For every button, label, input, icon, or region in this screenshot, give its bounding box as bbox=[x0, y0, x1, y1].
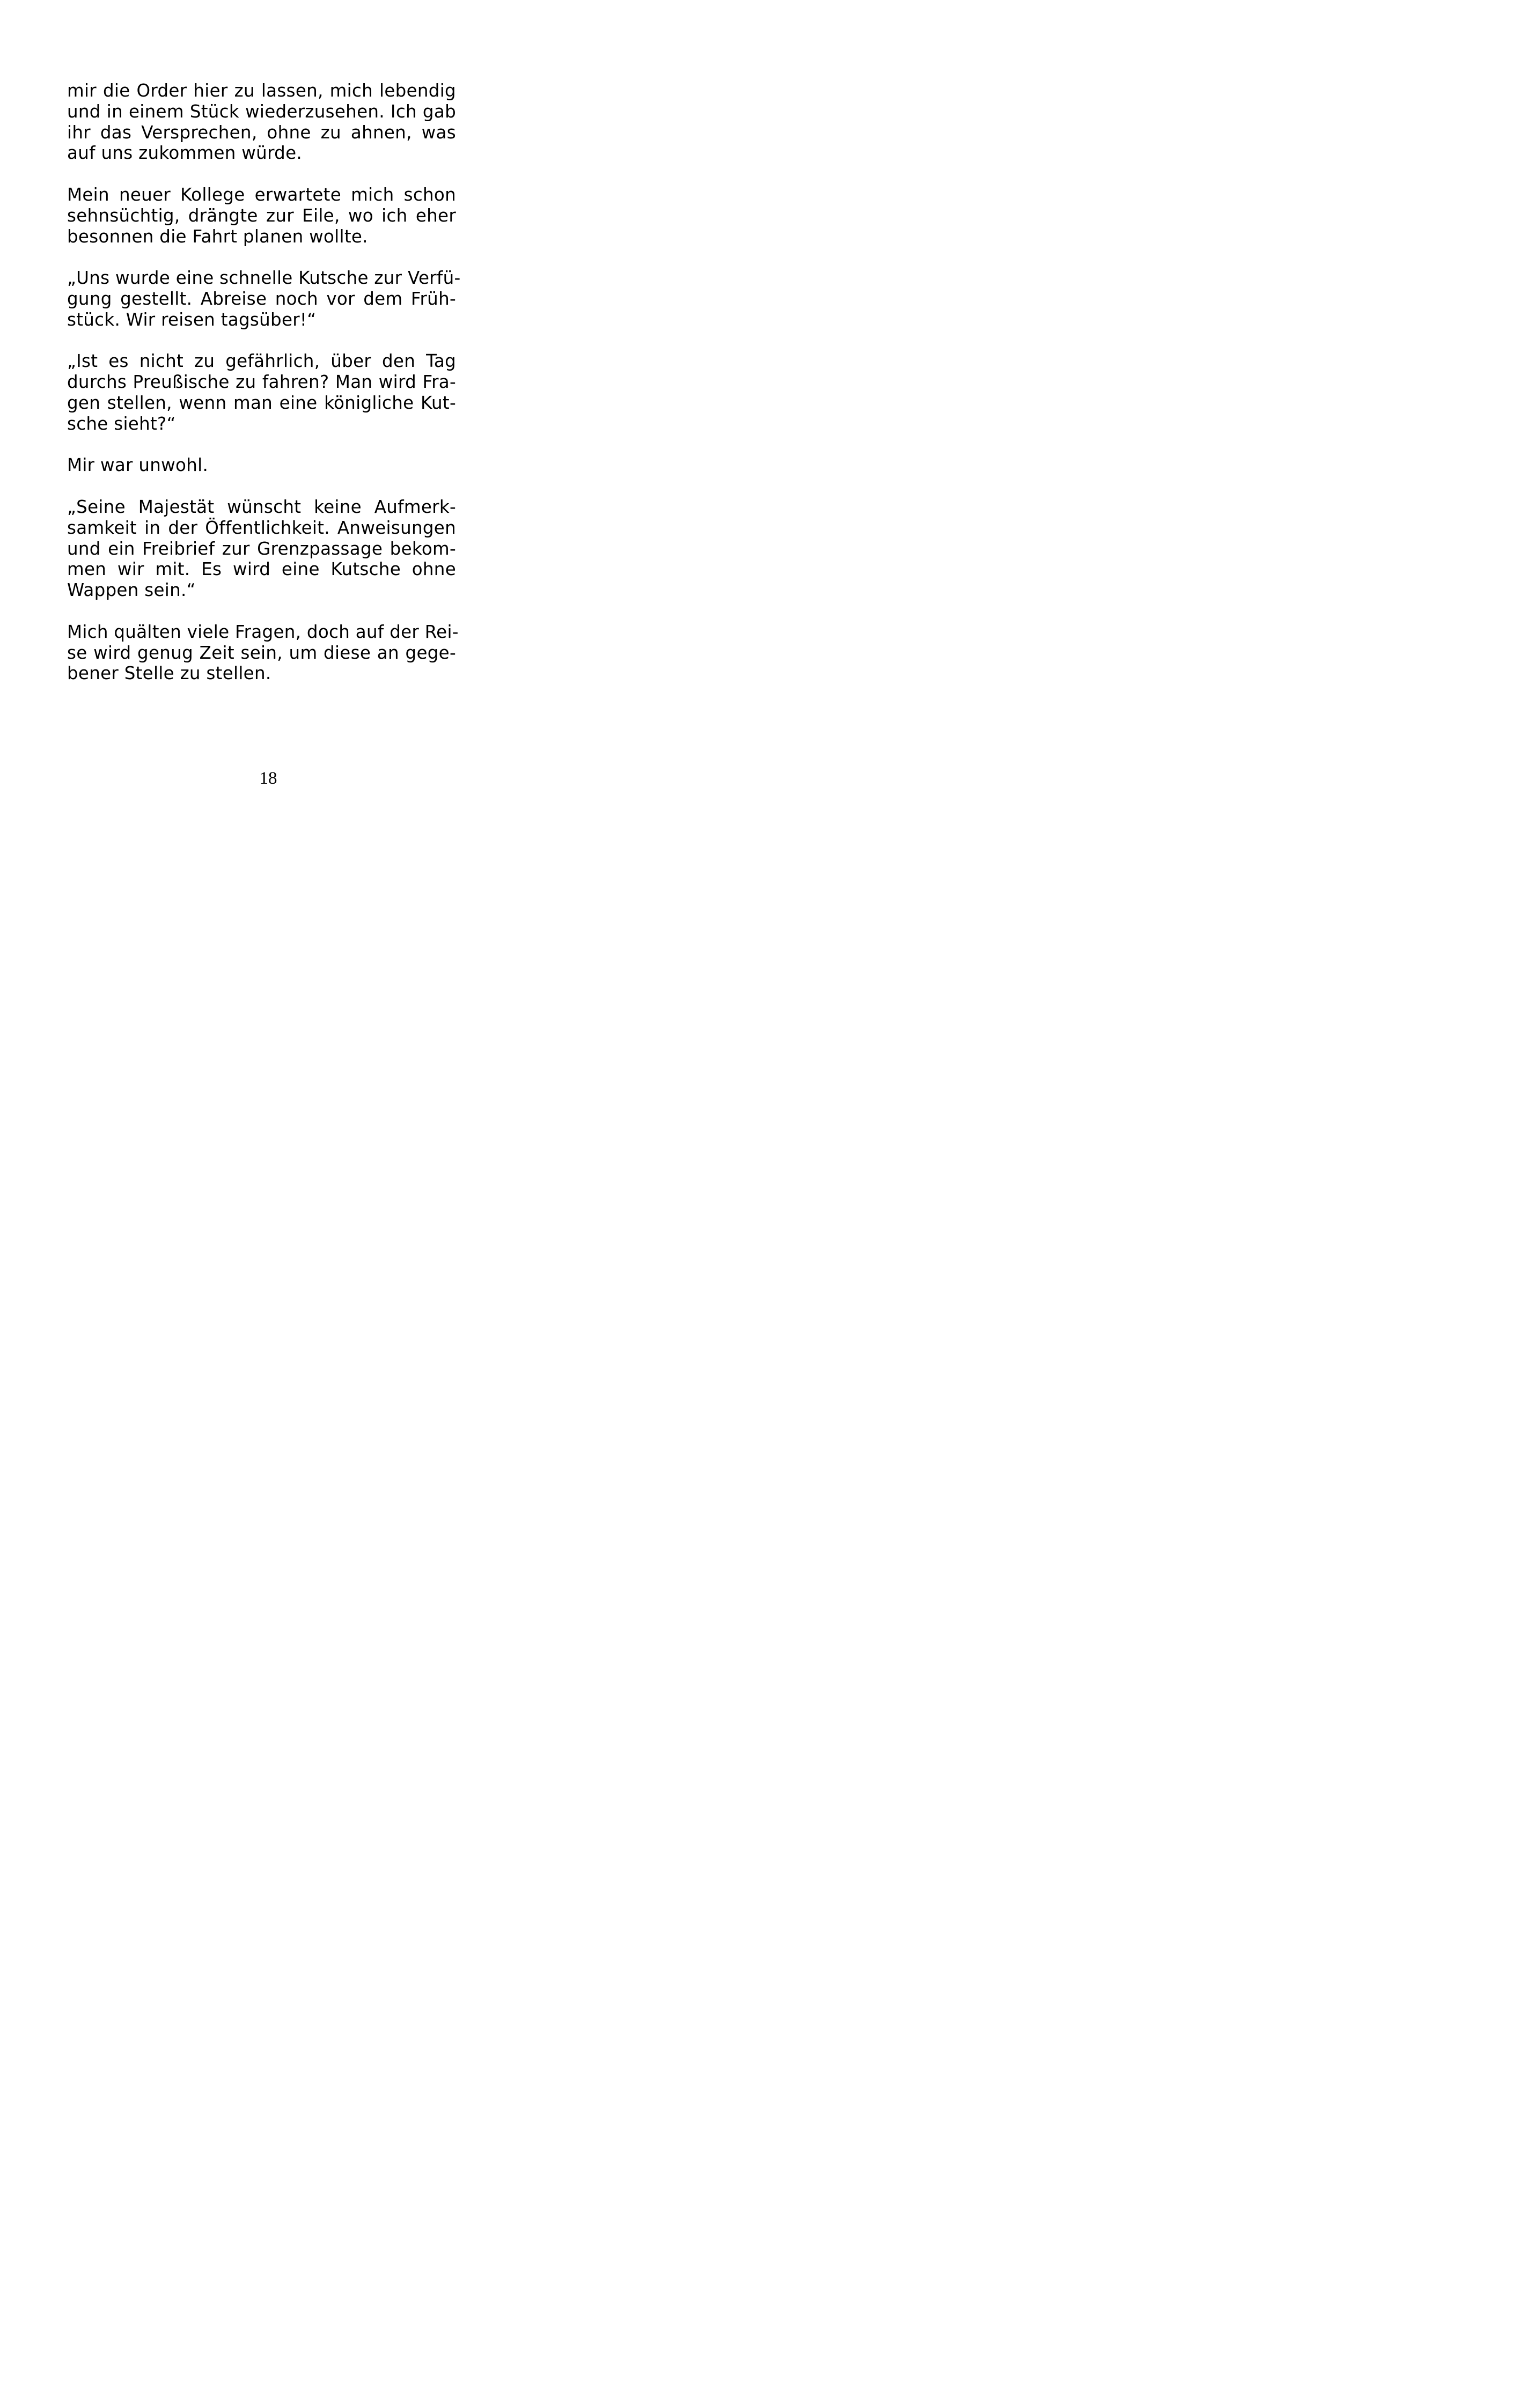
text-line: auf uns zukommen würde. bbox=[67, 143, 303, 164]
paragraph bbox=[67, 268, 461, 330]
text-line: Mein neuer Kollege erwartete mich schon bbox=[67, 184, 456, 205]
text-line: sche sieht?“ bbox=[67, 413, 176, 434]
paragraph bbox=[67, 351, 456, 434]
text-line: mir die Order hier zu lassen, mich lebendig bbox=[67, 80, 456, 101]
text-line: Mich quälten viele Fragen, doch auf der Rei- bbox=[67, 621, 459, 642]
text-line: bener Stelle zu stellen. bbox=[67, 663, 271, 684]
text-line: „Seine Majestät wünscht keine Aufmerk- bbox=[67, 496, 456, 517]
text-line: Mir war unwohl. bbox=[67, 455, 209, 476]
text-line: men wir mit. Es wird eine Kutsche ohne bbox=[67, 559, 456, 580]
paragraph bbox=[67, 455, 456, 476]
book-page bbox=[0, 0, 537, 849]
text-line: Wappen sein.“ bbox=[67, 580, 196, 601]
text-line: und ein Freibrief zur Grenzpassage bekom- bbox=[67, 538, 456, 559]
text-line: gen stellen, wenn man eine königliche Kut- bbox=[67, 392, 456, 413]
text-line: se wird genug Zeit sein, um diese an gege- bbox=[67, 642, 456, 663]
text-line: samkeit in der Öffentlichkeit. Anweisungen bbox=[67, 517, 456, 538]
text-line: und in einem Stück wiederzusehen. Ich gab bbox=[67, 101, 456, 122]
text-line: gung gestellt. Abreise noch vor dem Früh- bbox=[67, 288, 456, 309]
text-line: durchs Preußische zu fahren? Man wird Fra- bbox=[67, 372, 456, 393]
paragraph bbox=[67, 185, 456, 247]
body-text bbox=[67, 80, 461, 705]
text-line: besonnen die Fahrt planen wollte. bbox=[67, 226, 368, 247]
page-number: 18 bbox=[259, 769, 277, 788]
text-line: „Uns wurde eine schnelle Kutsche zur Verfü- bbox=[67, 268, 461, 289]
text-line: „Ist es nicht zu gefährlich, über den Tag bbox=[67, 351, 456, 372]
text-line: sehnsüchtig, drängte zur Eile, wo ich eher bbox=[67, 205, 456, 226]
text-line: stück. Wir reisen tagsüber!“ bbox=[67, 309, 317, 330]
paragraph bbox=[67, 621, 459, 684]
paragraph bbox=[67, 497, 456, 601]
text-line: ihr das Versprechen, ohne zu ahnen, was bbox=[67, 122, 456, 143]
paragraph bbox=[67, 80, 456, 164]
